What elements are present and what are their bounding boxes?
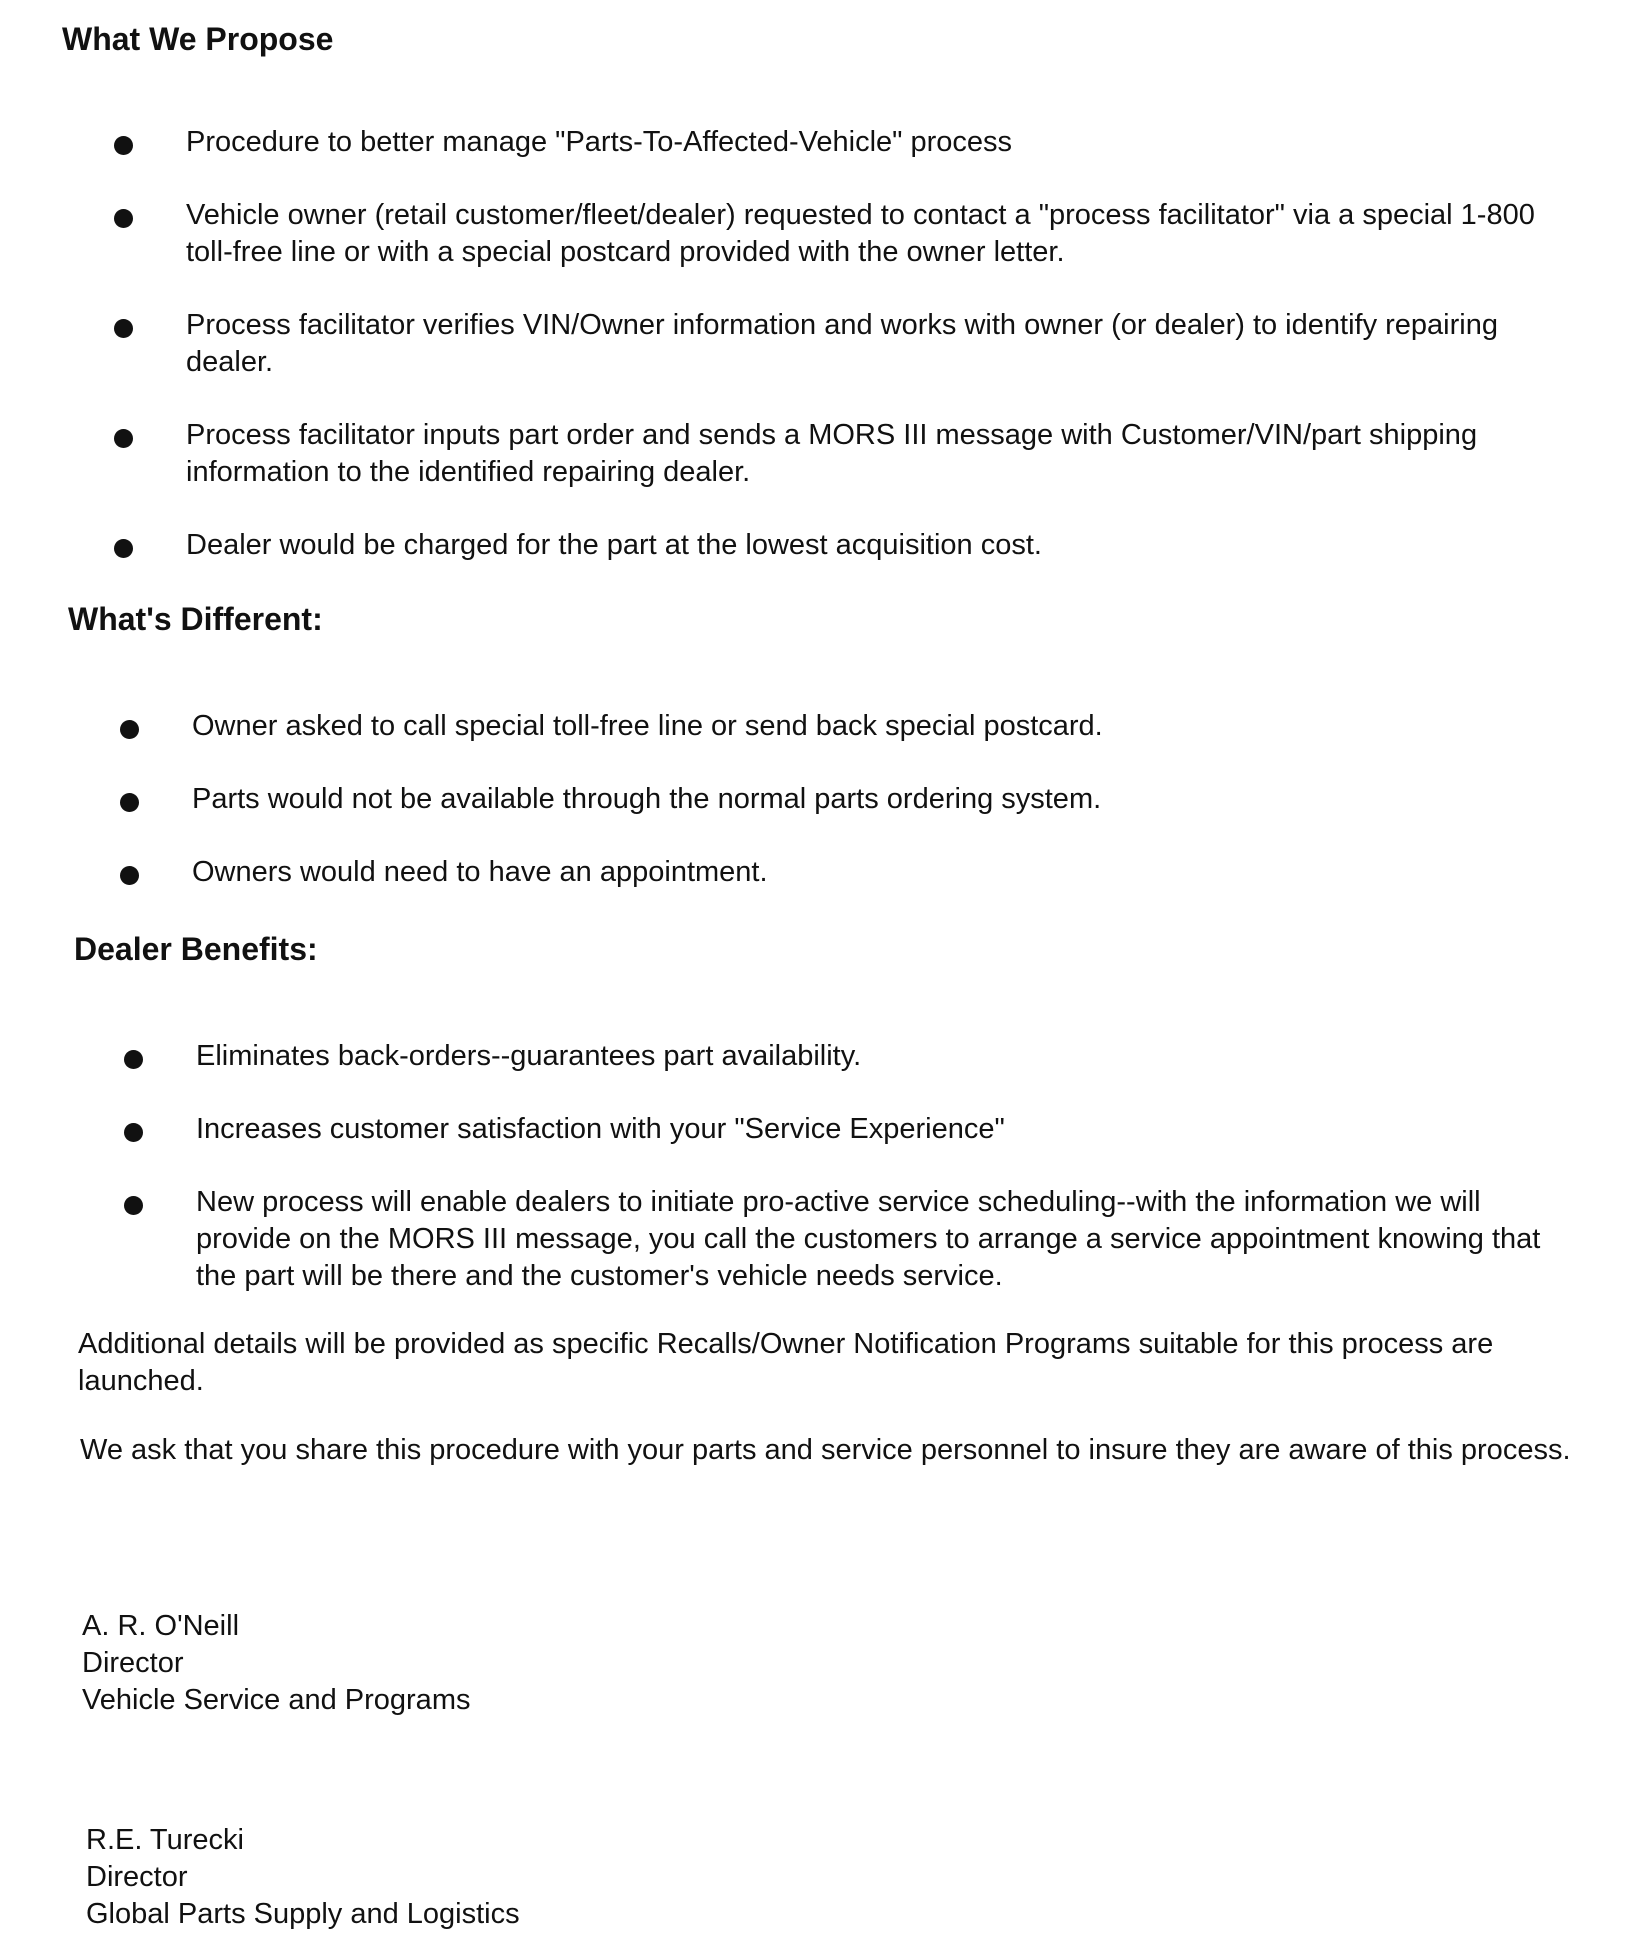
list-item	[114, 307, 1544, 381]
list-item-text: Parts would not be available through the normal parts ordering system.	[192, 783, 1102, 815]
section-heading-dealer-benefits: Dealer Benefits:	[74, 931, 318, 967]
list-item	[120, 854, 1550, 891]
list-item-text: Process facilitator inputs part order and sends a MORS III message with Customer/VIN/part shipping information to the identified repairing dealer.	[186, 419, 1478, 488]
list-item	[124, 1184, 1554, 1295]
bullet-icon	[114, 209, 133, 228]
list-item-text: Procedure to better manage "Parts-To-Affected-Vehicle" process	[186, 126, 1013, 158]
list-item	[124, 1111, 1554, 1148]
list-item	[114, 124, 1544, 161]
signatory-department: Vehicle Service and Programs	[82, 1684, 471, 1716]
bullet-icon	[120, 866, 139, 885]
signatory-title: Director	[82, 1647, 184, 1679]
bullet-icon	[124, 1050, 143, 1069]
list-item	[120, 708, 1550, 745]
list-item	[114, 527, 1544, 564]
list-item-text: New process will enable dealers to initiate pro-active service scheduling--with the information we will provide on the MORS III message, you call the customers to arrange a service appointment knowing that the part will be there and the customer's vehicle needs service.	[196, 1186, 1541, 1292]
list-item-text: Vehicle owner (retail customer/fleet/dealer) requested to contact a "process facilitator" via a special 1-800 toll-free line or with a special postcard provided with the owner letter.	[186, 199, 1535, 268]
list-item-text: Owners would need to have an appointment.	[192, 856, 768, 888]
bullet-list-what-we-propose	[114, 124, 1544, 564]
bullet-icon	[124, 1196, 143, 1215]
paragraph-additional-details: Additional details will be provided as specific Recalls/Owner Notification Programs suitable for this process are launched.	[78, 1328, 1494, 1397]
bullet-list-whats-different	[120, 708, 1550, 891]
signature-block	[86, 1822, 520, 1933]
list-item-text: Process facilitator verifies VIN/Owner information and works with owner (or dealer) to identify repairing dealer.	[186, 309, 1498, 378]
signatory-name: A. R. O'Neill	[82, 1610, 240, 1642]
list-item-text: Dealer would be charged for the part at the lowest acquisition cost.	[186, 529, 1042, 561]
bullet-icon	[120, 720, 139, 739]
section-heading-whats-different: What's Different:	[68, 601, 323, 637]
signatory-name: R.E. Turecki	[86, 1824, 244, 1856]
signature-block	[82, 1608, 470, 1719]
signatory-title: Director	[86, 1861, 188, 1893]
bullet-icon	[114, 539, 133, 558]
bullet-icon	[114, 319, 133, 338]
list-item-text: Eliminates back-orders--guarantees part availability.	[196, 1040, 862, 1072]
bullet-icon	[114, 136, 133, 155]
signatory-department: Global Parts Supply and Logistics	[86, 1898, 520, 1930]
list-item	[114, 417, 1544, 491]
section-heading-what-we-propose: What We Propose	[62, 21, 334, 57]
list-item-text: Increases customer satisfaction with your "Service Experience"	[196, 1113, 1005, 1145]
bullet-icon	[124, 1123, 143, 1142]
list-item	[124, 1038, 1554, 1075]
list-item	[120, 781, 1550, 818]
paragraph-share-procedure: We ask that you share this procedure with your parts and service personnel to insure they are aware of this process.	[80, 1434, 1571, 1466]
list-item	[114, 197, 1544, 271]
bullet-icon	[114, 429, 133, 448]
list-item-text: Owner asked to call special toll-free line or send back special postcard.	[192, 710, 1103, 742]
bullet-list-dealer-benefits	[124, 1038, 1554, 1295]
bullet-icon	[120, 793, 139, 812]
